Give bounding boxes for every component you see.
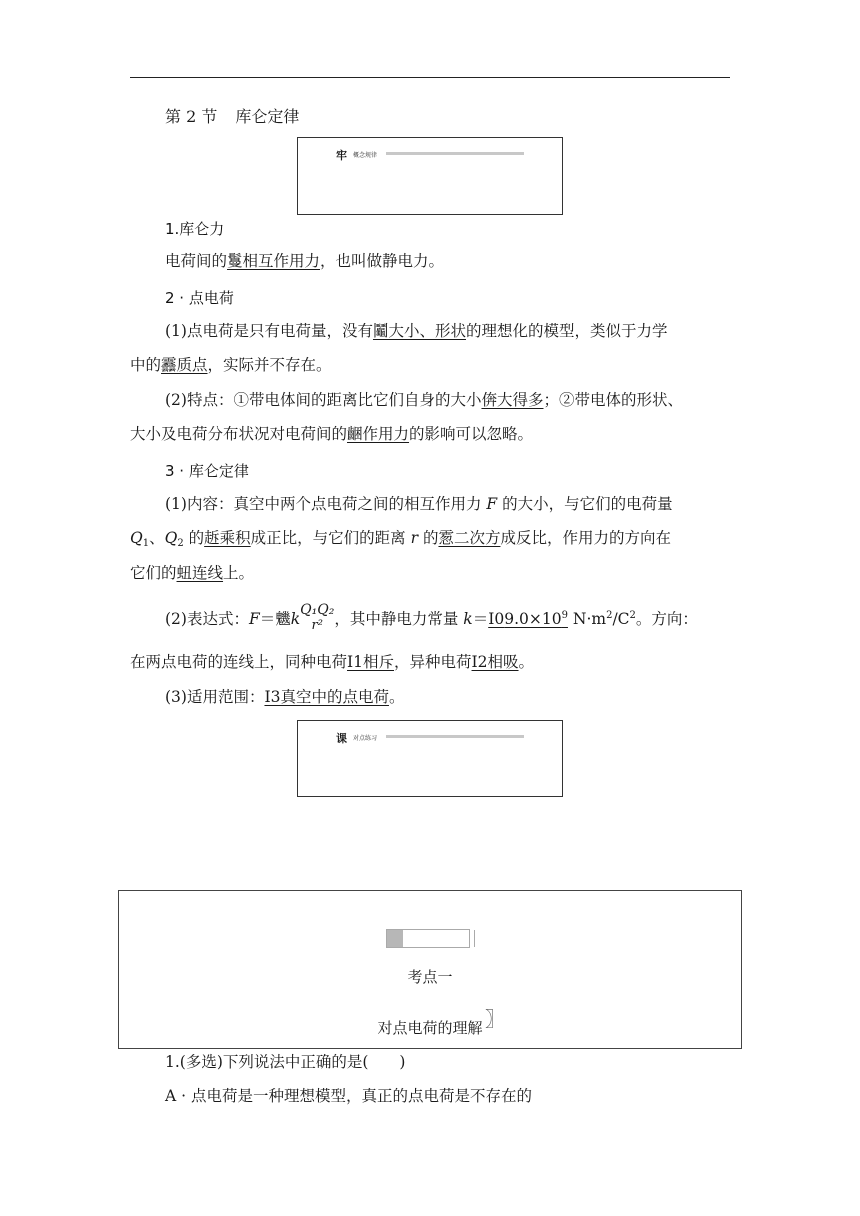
banner-bar [386, 152, 524, 155]
heading-point-charge: 2 · 点电荷 [165, 289, 234, 307]
page-title: 第 2 节 库仑定律 [165, 107, 300, 126]
bracket-decoration: 〗 [485, 1007, 505, 1031]
blank-answer: 䨚二次方 [438, 529, 501, 547]
question-stem: 1.(多选)下列说法中正确的是( ) [165, 1053, 406, 1071]
paragraph-law-content-c: 它们的䖡连线上。 [130, 564, 255, 582]
paragraph-law-content-a: (1)内容：真空中两个点电荷之间的相互作用力 F 的大小，与它们的电荷量 [165, 495, 673, 513]
blank-answer: 齫作用力 [347, 425, 410, 443]
question-option-a: A · 点电荷是一种理想模型，真正的点电荷是不存在的 [165, 1087, 532, 1105]
paragraph-point-charge-2a: (2)特点：①带电体间的距离比它们自身的大小倴大得多；②带电体的形状、 [165, 391, 683, 409]
paragraph-point-charge-2b: 大小及电荷分布状况对电荷间的齫作用力的影响可以忽略。 [130, 425, 534, 443]
formula-fraction: Q₁Q₂ r² [300, 602, 335, 633]
blank-answer: 倴大得多 [481, 391, 544, 409]
header-rule [130, 77, 730, 78]
paragraph-point-charge-1a: (1)点电荷是只有电荷量，没有鬮大小、形状的理想化的模型，类似于力学 [165, 322, 668, 340]
blank-answer: 䨺质点 [161, 356, 208, 374]
paragraph-law-content-b: $Q_1$、$Q_2$ 的䞣乘积成正比，与它们的距离 r 的䨚二次方成反比，作用力的方向在 [130, 529, 671, 549]
banner-label: 概念规律 [353, 152, 378, 159]
blank-answer: I3真空中的点电荷 [264, 688, 389, 706]
topic-tab-graphic [386, 929, 470, 948]
topic-section-box [118, 890, 742, 1049]
banner-icon: 课 [336, 732, 347, 745]
banner-bar [386, 735, 524, 738]
blank-answer: 鬮大小、形状 [372, 322, 466, 340]
concept-banner [297, 137, 563, 215]
topic-number: 考点一 [407, 968, 453, 986]
topic-title: 对点电荷的理解 [377, 1019, 483, 1037]
banner-label: 对点练习 [353, 735, 378, 742]
exercise-banner [297, 720, 563, 797]
paragraph-point-charge-1b: 中的䨺质点，实际并不存在。 [130, 356, 332, 374]
heading-coulomb-force: 1.库仑力 [165, 220, 225, 238]
heading-coulomb-law: 3 · 库仑定律 [165, 462, 249, 480]
blank-answer: 鬘相互作用力 [227, 252, 321, 270]
blank-answer: I2相吸 [471, 653, 519, 671]
blank-answer: 䖡连线 [176, 564, 224, 582]
banner-icon: 牢 [336, 149, 347, 162]
paragraph-law-direction: 在两点电荷的连线上，同种电荷I1相斥，异种电荷I2相吸。 [130, 653, 535, 671]
paragraph-law-scope: (3)适用范围：I3真空中的点电荷。 [165, 688, 405, 706]
blank-answer: 䞣乘积 [204, 529, 251, 547]
blank-answer: I1相斥 [347, 653, 395, 671]
blank-answer: $I09.0\times 10^9$ [488, 610, 568, 628]
paragraph-coulomb-force: 电荷间的鬘相互作用力，也叫做静电力。 [165, 252, 445, 270]
paragraph-law-formula: (2)表达式：F＝魕k Q₁Q₂ r² ，其中静电力常量 $k=I09.0\times 10^9$ $N\cdot m^2/C^2$。方向： [165, 602, 698, 633]
